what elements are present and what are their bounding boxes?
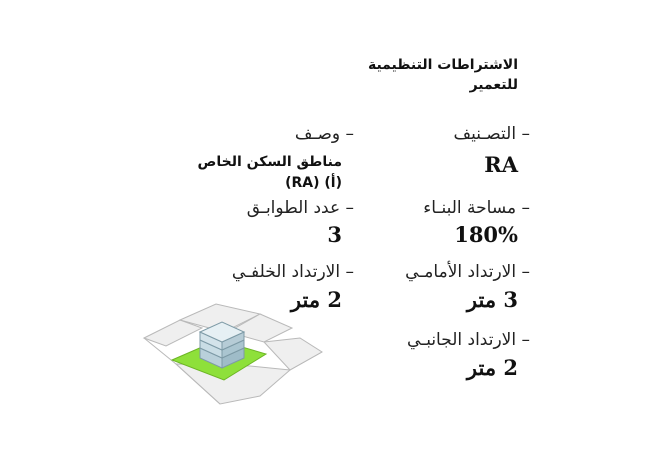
description-value-line-2: (أ) (RA): [285, 175, 342, 191]
side-setback-value: 2 متر: [466, 355, 518, 380]
classification-value: RA: [484, 152, 518, 177]
front-setback-value: 3 متر: [466, 287, 518, 312]
parcel-right: [264, 338, 322, 370]
classification-label: – التصـنيف: [453, 124, 530, 144]
building-coverage-value: 180%: [454, 222, 518, 247]
side-setback-label: – الارتداد الجانبـي: [407, 330, 530, 350]
description-value-line-1: مناطق السكن الخاص: [197, 154, 342, 170]
page-title: [368, 55, 518, 95]
title-line-2: للتعمير: [469, 77, 518, 93]
building-coverage-label: – مساحة البنـاء: [423, 198, 530, 218]
rear-setback-value: 2 متر: [290, 287, 342, 312]
front-setback-label: – الارتداد الأمامـي: [405, 262, 530, 282]
floors-label: – عدد الطوابـق: [246, 198, 354, 218]
rear-setback-label: – الارتداد الخلفـي: [231, 262, 354, 282]
description-value: [198, 152, 342, 194]
description-label: – وصـف: [294, 124, 354, 144]
floors-value: 3: [327, 222, 342, 247]
title-line-1: الاشتراطات التنظيمية: [367, 57, 518, 73]
plot-illustration: [140, 300, 330, 410]
